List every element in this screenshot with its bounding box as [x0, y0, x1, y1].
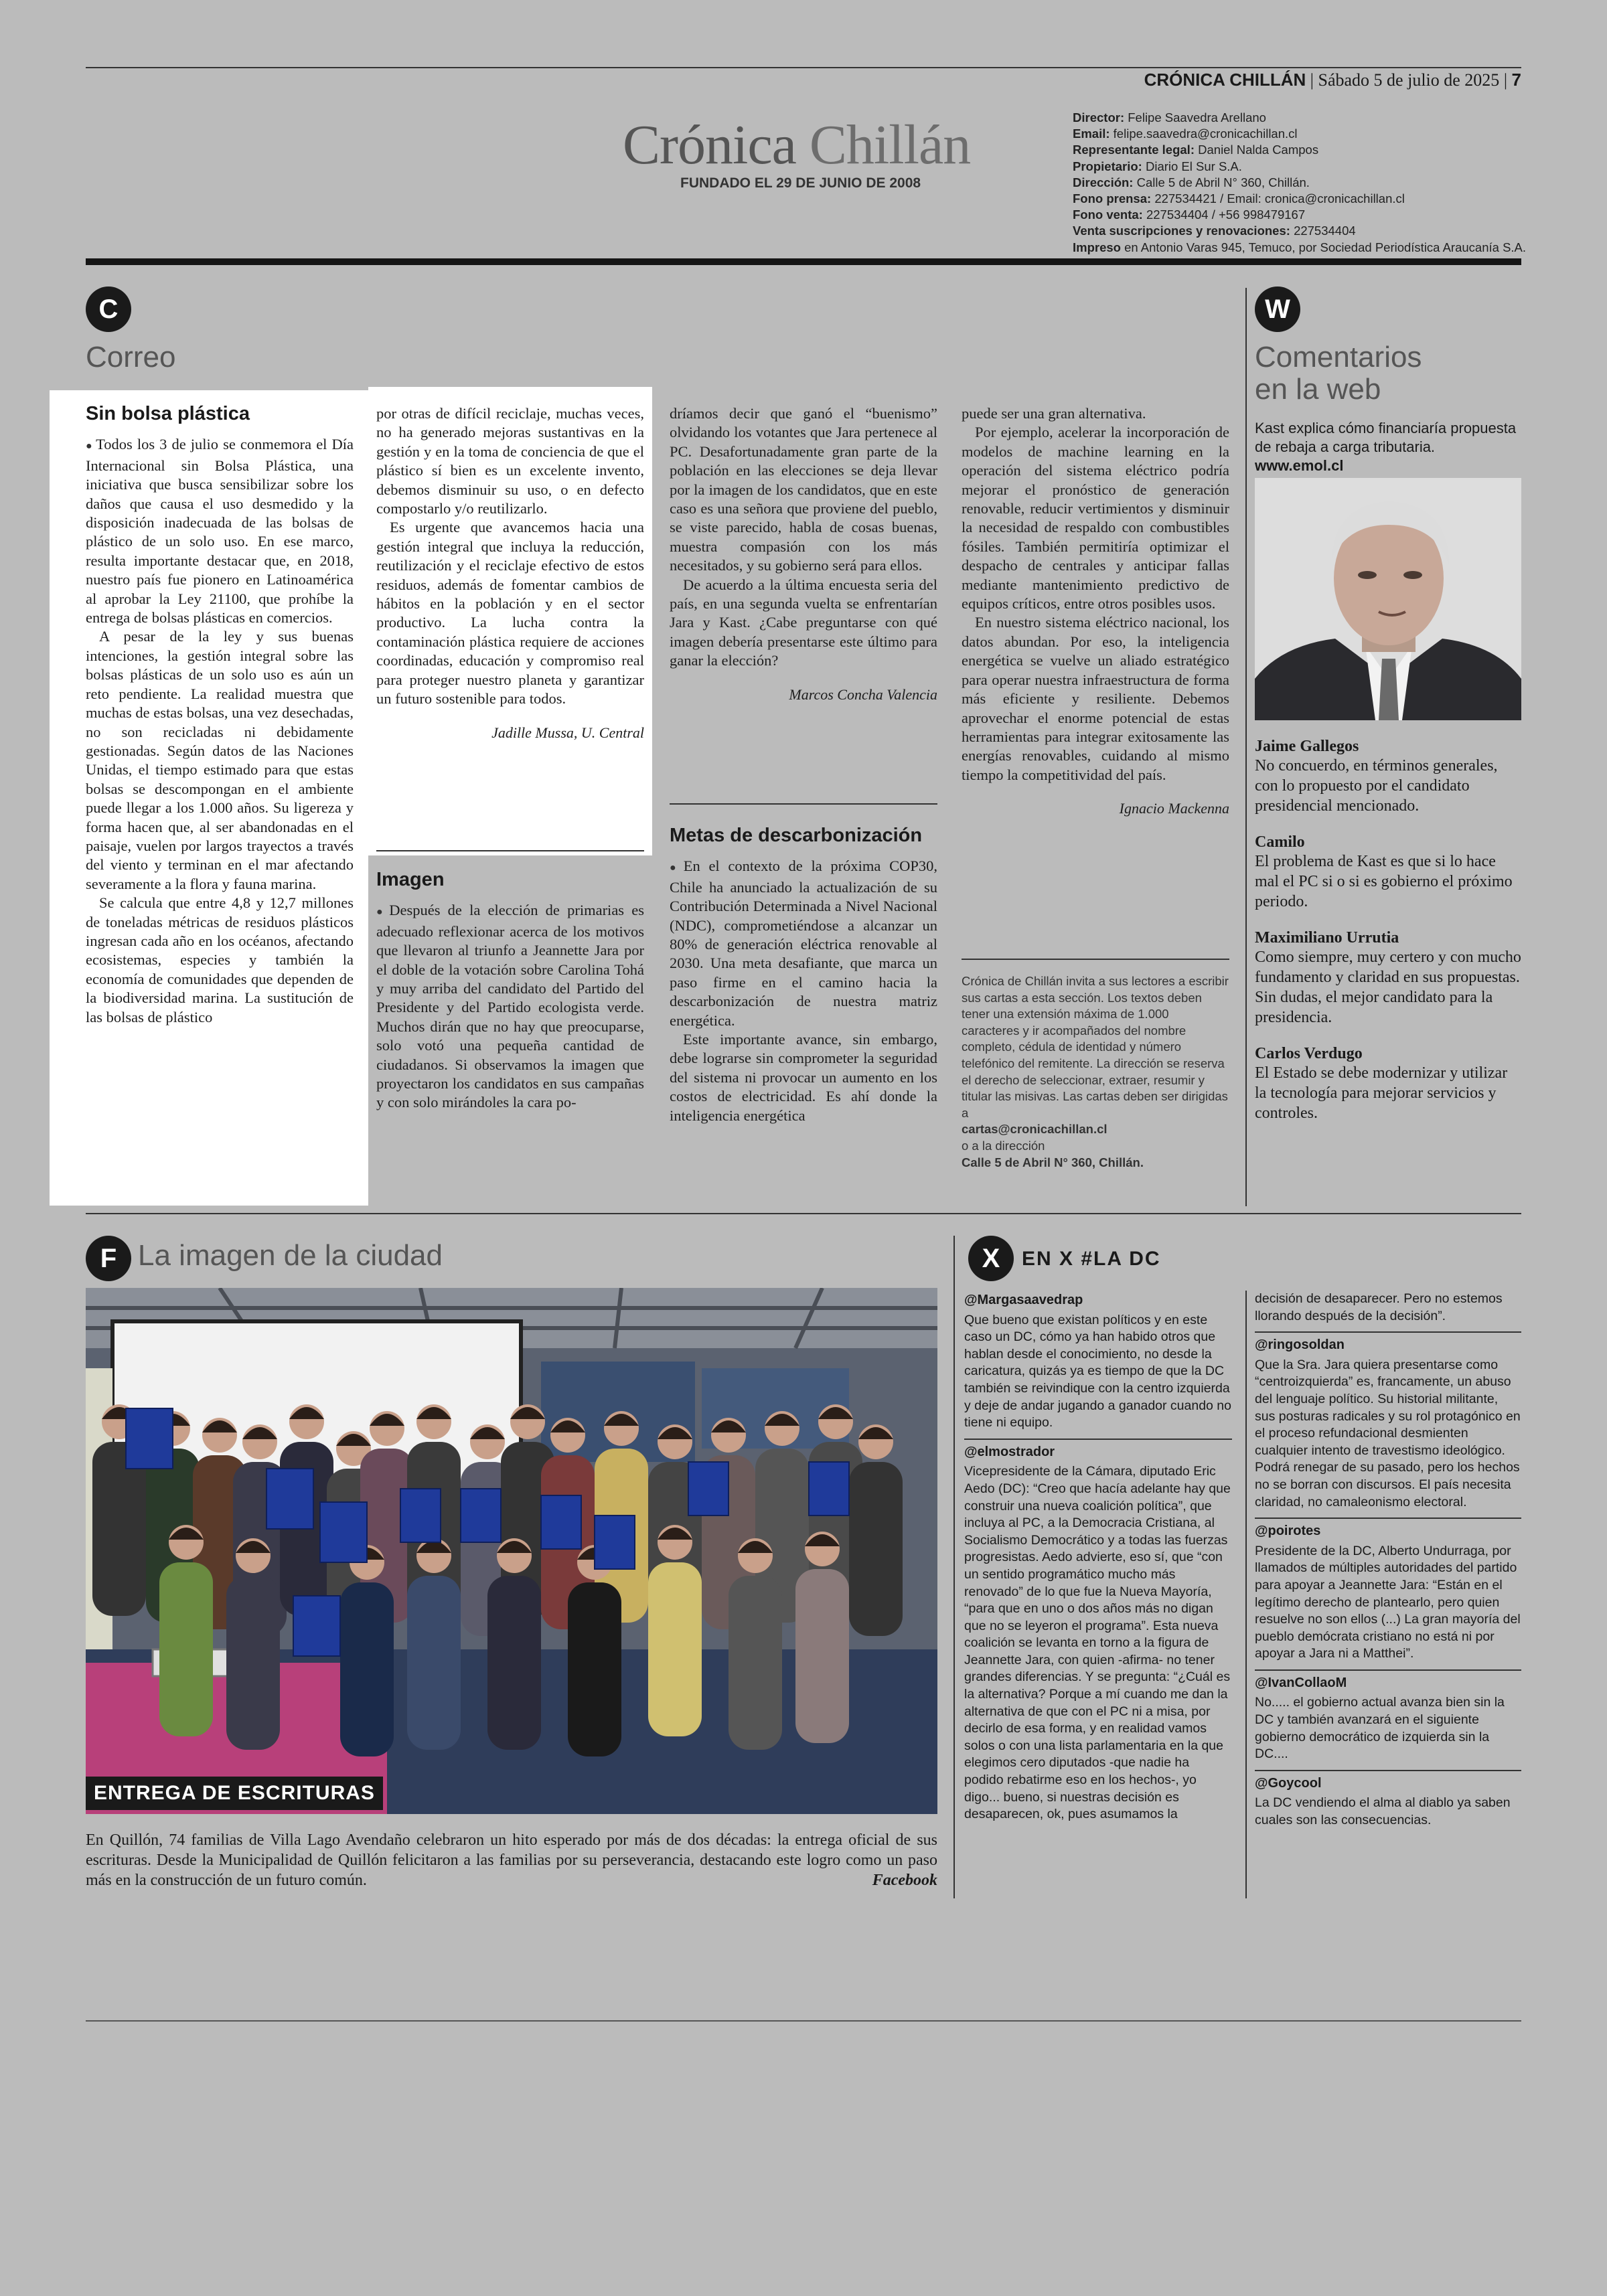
masthead-line — [1073, 110, 1528, 126]
letter-paragraph: puede ser una gran alternativa. — [962, 405, 1146, 422]
candidate-portrait-image — [1255, 478, 1521, 720]
masthead-line — [1073, 126, 1528, 142]
masthead-line — [1073, 142, 1528, 158]
tweet-text: Presidente de la DC, Alberto Undurraga, por llamados de múltiples autoridades del partido para apoyar a Jeannette Jara: “Están en el legítimo derecho de plantearlo, pero quien resuelve no son ellos (...) La gran mayoría del pueblo demócrata cristiano no está ni por apoyar a Jara ni a Matthei”. — [1255, 1543, 1521, 1661]
tweet-text: No..... el gobierno actual avanza bien sin la DC y también avanzará en el siguiente gobierno democrático de izquierda sin la DC.... — [1255, 1695, 1505, 1762]
folio-date: Sábado 5 de julio de 2025 — [1318, 70, 1500, 90]
masthead-label: Fono prensa: — [1073, 191, 1152, 206]
correo-section-title: Correo — [86, 341, 176, 374]
letter-column-4 — [962, 404, 1229, 819]
tweet-handle[interactable]: @Margasaavedrap — [964, 1293, 1083, 1307]
header-thick-rule — [86, 258, 1521, 265]
column-divider — [1245, 1291, 1247, 1898]
invite-address: Calle 5 de Abril N° 360, Chillán. — [962, 1155, 1144, 1169]
masthead-label: Dirección: — [1073, 175, 1134, 189]
letter-signature: Marcos Concha Valencia — [789, 685, 937, 703]
masthead-label: Impreso — [1073, 240, 1121, 254]
candidate-photo — [1255, 478, 1521, 720]
masthead-label: Representante legal: — [1073, 143, 1195, 157]
letter-column-1 — [86, 404, 354, 1027]
correo-badge: C — [86, 286, 131, 332]
masthead-value: Daniel Nalda Campos — [1198, 143, 1319, 157]
newspaper-logo — [623, 112, 970, 177]
masthead-label: Fono venta: — [1073, 208, 1143, 222]
column-divider — [1245, 288, 1247, 1206]
letter-paragraph: A pesar de la ley y sus buenas intenciones, la gestión integral sobre las bolsas plásticas de un solo uso es aún un reto pendiente. La realidad muestra que muchas de estas bolsas, una vez desechadas, no son recicladas ni debidamente gestionadas. Según datos de las Naciones Unidas, el tiempo estimado para que estas bolsas se descompongan en el ambiente puede llegar a los 1.000 años. Su ligereza y forma hacen que, al ser abandonadas en el paisaje, vuelen por largos trayectos a través del viento y terminan en el mar afectando severamente a la flora y fauna marina. — [86, 628, 354, 892]
web-comment-author: Maximiliano Urrutia — [1255, 929, 1399, 947]
masthead-value: felipe.saavedra@cronicachillan.cl — [1113, 127, 1298, 141]
tweet-continuation: decisión de desaparecer. Pero no estemos llorando después de la decisión”. — [1255, 1291, 1503, 1323]
letter-signature: Ignacio Mackenna — [1119, 800, 1229, 817]
tweet-text: La DC vendiendo el alma al diablo ya saben cuales son las consecuencias. — [1255, 1795, 1511, 1828]
invite-or: o a la dirección — [962, 1138, 1045, 1153]
logo-word-2: Chillán — [809, 114, 971, 176]
masthead-line — [1073, 207, 1528, 223]
ciudad-section-title: La imagen de la ciudad — [138, 1239, 443, 1272]
letter-heading: Imagen — [376, 869, 445, 890]
x-feed-column-1 — [964, 1292, 1232, 1830]
letter-paragraph: dríamos decir que ganó el “buenismo” olvidando los votantes que Jara pertenece al PC. Desafortunadamente gran parte de la población en las elecciones se deja llevar por la imagen de los candidatos, que en este caso es una señora que proviene del pueblo, se viste parecido, habla de cosas buenas, muestra compasión con los más necesitados, y su gobierno será para ellos. — [670, 405, 937, 574]
letter-paragraph: ● Después de la elección de primarias es adecuado reflexionar acerca de los motivos que llevaron al triunfo a Jeannette Jara por el doble de la votación sobre Carolina Tohá y muy arriba del candidato del Partido del Presidente y del Partido ecologista verde. Muchos dirán que no hay que preocuparse, solo votó una pequeña cantidad de ciudadanos. Si observamos la imagen que proyectaron los candidatos en sus campañas y con solo mirándoles la cara po- — [376, 901, 644, 1112]
web-comment-text: El problema de Kast es que si lo hace mal el PC si o si es gobierno el próximo periodo. — [1255, 853, 1513, 910]
masthead-label: Director: — [1073, 110, 1125, 125]
column-divider — [953, 1236, 955, 1898]
tweet-text: Vicepresidente de la Cámara, diputado Eric Aedo (DC): “Creo que hacía adelante hay que construir una nueva coalición política”, que incluya al PC, a la Democracia Cristiana, al Socialismo Democrático y a todas las fuerzas progresistas. Aedo advierte, eso sí, que “con un sentido programático mucho más renovado” de lo que fue la Nueva Mayoría, “para que en uno o dos años más no digan que no se leyeron el programa”. Esta nueva coalición se levanta en torno a la figura de Jeannette Jara, con quien -afirma- no tener grandes diferencias. Y se pregunta: “¿Cuál es la alternativa? Porque a mí cuando me dan la alternativa de que con el PC ni a misa, por decirlo de esa forma, y en realidad vamos solos o con una lista parlamentaria en la que elegimos cero diputados -que nadie ha podido rebatirme eso en los hechos-, yo digo... bueno, si nuestras decisión es desaparecen, ok, pues asumamos la — [964, 1464, 1231, 1822]
letter-column-3 — [670, 404, 937, 704]
letters-invitation — [962, 973, 1229, 1171]
web-comment-author: Camilo — [1255, 833, 1305, 851]
masthead-value: 227534421 / Email: cronica@cronicachillan.cl — [1154, 191, 1405, 206]
web-comment-author: Jaime Gallegos — [1255, 738, 1359, 755]
web-title-line-2: en la web — [1255, 373, 1381, 406]
letter-divider — [376, 850, 644, 851]
masthead-value: Diario El Sur S.A. — [1145, 159, 1242, 173]
web-comment-text: Como siempre, muy certero y con mucho fundamento y claridad en sus propuestas. Sin dudas, el mejor candidato para la presidencia. — [1255, 949, 1521, 1026]
letter-divider — [670, 803, 937, 805]
letter-signature: Jadille Mussa, U. Central — [491, 724, 644, 741]
photo-caption — [86, 1830, 937, 1890]
masthead-line — [1073, 175, 1528, 191]
letter-column-2 — [376, 404, 644, 742]
masthead-value: en Antonio Varas 945, Temuco, por Sociedad Periodística Araucanía S.A. — [1124, 240, 1527, 254]
letter-paragraph: ● Todos los 3 de julio se conmemora el Día Internacional sin Bolsa Plástica, una iniciativa que busca sensibilizar sobre los daños que causa el uso desmedido y la disposición inadecuada de las bolsas de plástico de un solo uso. En ese marco, resulta importante destacar que, en 2018, nuestro país fue pionero en Latinoamérica al aprobar la Ley 21100, que prohíbe la entrega de bolsas plásticas en comercios. — [86, 435, 354, 627]
web-comment-author: Carlos Verdugo — [1255, 1045, 1363, 1062]
bottom-rule — [86, 2020, 1521, 2022]
letter-paragraph: Es urgente que avancemos hacia una gestión integral que incluya la reducción, reutilización y el reciclaje efectivo de estos residuos, además de fomentar cambios de hábitos en la población y en el sector productivo. La lucha contra la contaminación plástica requiere de acciones coordinadas, educación y compromiso real para proteger nuestro planeta y garantizar un futuro sostenible para todos. — [376, 519, 644, 708]
masthead-value: Felipe Saavedra Arellano — [1128, 110, 1266, 125]
masthead-value: 227534404 / +56 998479167 — [1146, 208, 1306, 222]
tweet-text: Que la Sra. Jara quiera presentarse como “centroizquierda” es, francamente, un abuso del lenguaje político. Su historial militante, sus posturas radicales y su rol protagónico en el proceso refundacional desmienten cualquier intento de travestismo ideológico. Podrá renegar de su pasado, pero los hechos no se borran con discursos. El país necesita claridad, no camaleonismo electoral. — [1255, 1357, 1521, 1509]
letter-column-2b — [376, 870, 644, 1113]
x-section-title: EN X #LA DC — [1022, 1248, 1161, 1270]
letter-heading: Metas de descarbonización — [670, 825, 923, 846]
web-comment-text: El Estado se debe modernizar y utilizar la tecnología para mejorar servicios y controles. — [1255, 1064, 1508, 1122]
web-intro — [1255, 419, 1520, 475]
masthead-label: Venta suscripciones y renovaciones: — [1073, 224, 1290, 238]
web-title-line-1: Comentarios — [1255, 341, 1422, 374]
web-section-title — [1255, 341, 1422, 406]
x-feed-column-2 — [1255, 1291, 1521, 1836]
letter-paragraph: ● En el contexto de la próxima COP30, Chile ha anunciado la actualización de su Contribución Determinada a Nivel Nacional (NDC), comprometiéndose a alcanzar un 80% de generación eléctrica renovable al 2030. Una meta desafiante, que marca un paso firme en el camino hacia la descarbonización de nuestra matriz energética. — [670, 857, 937, 1030]
letter-heading: Sin bolsa plástica — [86, 403, 250, 424]
folio-page: 7 — [1511, 70, 1521, 90]
letter-column-3b — [670, 826, 937, 1125]
letter-paragraph: por otras de difícil reciclaje, muchas veces, no ha generado mejoras sustantivas en la gestión y en la toma de conciencia de que el plástico sí bien es un excelente invento, debemos disminuir su uso, o en defecto compostarlo y/o reutilizarlo. — [376, 405, 644, 517]
x-badge: X — [968, 1236, 1014, 1281]
section-rule — [86, 1213, 1521, 1214]
tweet-handle[interactable]: @elmostrador — [964, 1439, 1232, 1461]
photo-credit: Facebook — [872, 1872, 937, 1889]
tweet-text: Que bueno que existan políticos y en este caso un DC, cómo ya han habido otros que hablan desde el conocimiento, no desde la caricatura, quizás ya es tiempo de que la DC también se reivindique con la centro izquierda y deje de andar jugando a ganador cuando no tiene ni equipo. — [964, 1312, 1231, 1430]
deed-ceremony-image — [86, 1288, 937, 1814]
web-comment-text: No concuerdo, en términos generales, con lo propuesto por el candidato presidencial mencionado. — [1255, 757, 1498, 815]
masthead-label: Propietario: — [1073, 159, 1142, 173]
photo-label: ENTREGA DE ESCRITURAS — [86, 1777, 383, 1810]
masthead-line — [1073, 191, 1528, 207]
photo-caption-text: En Quillón, 74 familias de Villa Lago Avendaño celebraron un hito esperado por más de dos décadas: la entrega oficial de sus escrituras. Desde la Municipalidad de Quillón felicitaron a las familias por su perseverancia, destacando este logro como un paso más en la construcción de un futuro común. — [86, 1831, 937, 1889]
ciudad-badge: F — [86, 1236, 131, 1281]
tweet-handle[interactable]: @IvanCollaoM — [1255, 1669, 1521, 1692]
masthead-value: Calle 5 de Abril N° 360, Chillán. — [1136, 175, 1310, 189]
page-folio: CRÓNICA CHILLÁN | Sábado 5 de julio de 2025 | 7 — [1144, 70, 1521, 90]
masthead-label: Email: — [1073, 127, 1110, 141]
letter-paragraph: Por ejemplo, acelerar la incorporación de modelos de machine learning en la operación del sistema eléctrico podría mejorar el pronóstico de generación renovable, reducir vertimientos y disminuir la necesidad de respaldo con combustibles fósiles. También permitiría optimizar el despacho de centrales y anticipar fallas mediante mantenimiento predictivo de equipos críticos, entre otros posibles usos. — [962, 424, 1229, 612]
web-comment-list — [1255, 726, 1523, 1123]
web-source: www.emol.cl — [1255, 457, 1344, 474]
invite-email: cartas@cronicachillan.cl — [962, 1122, 1107, 1137]
x-feed-column-2-list — [1255, 1331, 1521, 1829]
logo-word-1: Crónica — [623, 114, 796, 176]
masthead-line — [1073, 240, 1528, 256]
top-rule — [86, 67, 1521, 68]
web-badge: W — [1255, 286, 1300, 332]
tweet-handle[interactable]: @Goycool — [1255, 1770, 1521, 1793]
letter-paragraph: Este importante avance, sin embargo, debe lograrse sin comprometer la seguridad del sistema ni provocar un aumento en los costos de electricidad. Es ahí donde la inteligencia energética — [670, 1031, 937, 1124]
masthead-line — [1073, 159, 1528, 175]
letter-paragraph: Se calcula que entre 4,8 y 12,7 millones de toneladas métricas de residuos plásticos ingresan cada año en los océanos, afectando ecosistemas, especies y también la economía de comunidades que dependen de la biodiversidad marina. La sustitución de las bolsas de plástico — [86, 894, 354, 1026]
masthead-line — [1073, 223, 1528, 239]
letter-paragraph: De acuerdo a la última encuesta seria del país, en una segunda vuelta se enfrentarían Jara y Kast. ¿Cabe preguntarse con qué imagen debería presentarse este último para ganar la elección? — [670, 576, 937, 669]
masthead-info — [1073, 110, 1528, 256]
masthead-value: 227534404 — [1294, 224, 1356, 238]
letter-paragraph: En nuestro sistema eléctrico nacional, los datos abundan. Por eso, la inteligencia energética se vuelve un aliado estratégico para operar nuestra infraestructura de forma más eficiente y resiliente. Debemos aprovechar el enorme potencial de estas herramientas para integrar exitosamente las energías renovables, cuidando al mismo tiempo la competitividad del país. — [962, 614, 1229, 783]
invite-text: Crónica de Chillán invita a sus lectores a escribir sus cartas a esta sección. Los textos deben tener una extensión máxima de 1.000 caracteres y ir acompañados del nombre completo, cédula de identidad y número telefónico del remitente. La dirección se reserva el derecho de seleccionar, extraer, resumir y titular las misivas. Las cartas deben ser dirigidas a — [962, 974, 1229, 1120]
tweet-handle[interactable]: @ringosoldan — [1255, 1331, 1521, 1354]
tweet-handle[interactable]: @poirotes — [1255, 1518, 1521, 1540]
web-intro-text: Kast explica cómo financiaría propuesta de rebaja a carga tributaria. — [1255, 420, 1517, 455]
folio-paper: CRÓNICA CHILLÁN — [1144, 70, 1306, 90]
city-photo — [86, 1288, 937, 1814]
invite-divider — [962, 959, 1229, 960]
founded-line: FUNDADO EL 29 DE JUNIO DE 2008 — [680, 175, 921, 191]
